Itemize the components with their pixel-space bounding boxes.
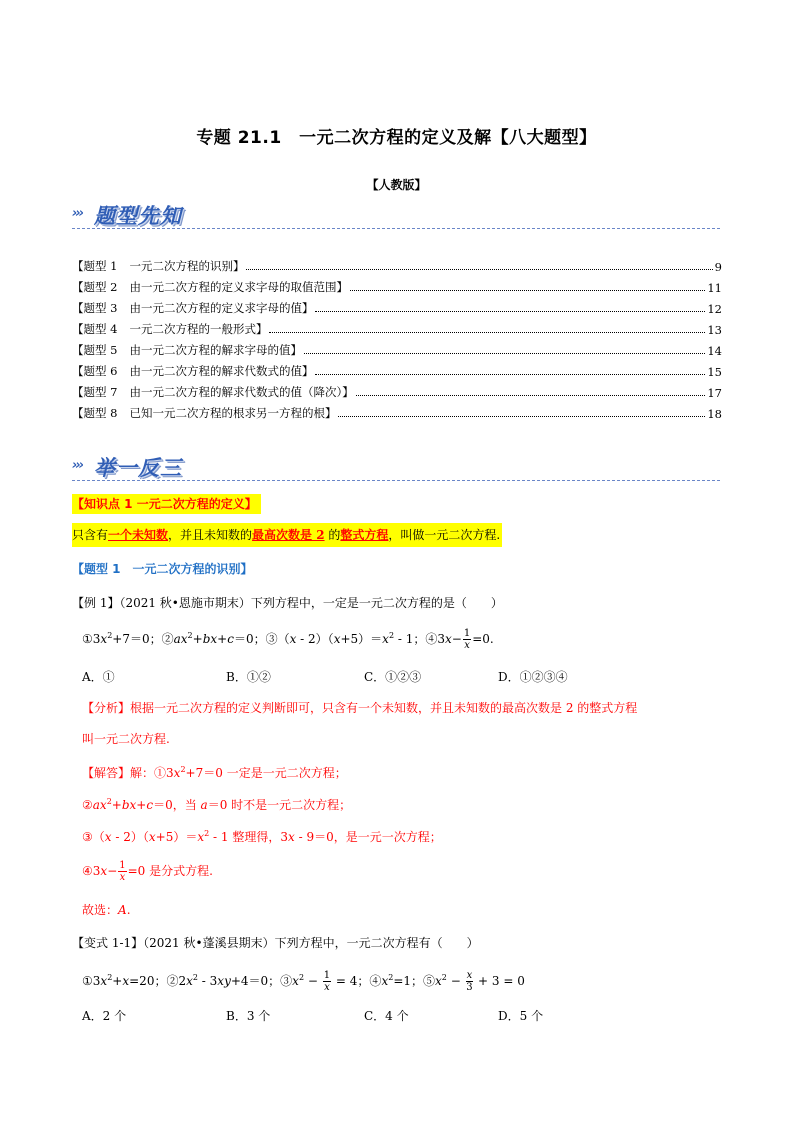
def-keyword: 整式方程 bbox=[340, 528, 389, 542]
solution-text: ，是一元一次方程； bbox=[333, 830, 442, 844]
toc-item[interactable] bbox=[72, 340, 722, 358]
banner-practice bbox=[72, 452, 222, 482]
toc-page: 11 bbox=[707, 281, 722, 295]
solution-text: 一定是一元二次方程； bbox=[226, 766, 347, 780]
banner-preview bbox=[72, 200, 222, 230]
example-equations: $①3x^2+7=0$；$②ax^2+bx+c=0$；③（x - $2)(x+5)=x^2 - 1$；④3x− $\frac{1}{x}$ =0. bbox=[82, 628, 494, 651]
toc-text: 由一元二次方程的定义求字母的值】 bbox=[129, 301, 314, 315]
option-d[interactable]: D．①②③④ bbox=[498, 670, 568, 684]
toc-num: 【题型 5 bbox=[72, 343, 118, 357]
example-label: 【例 1】 bbox=[72, 596, 120, 610]
solution-text: 时不是一元二次方程； bbox=[231, 798, 352, 812]
toc-item[interactable] bbox=[72, 382, 722, 400]
toc-page: 14 bbox=[707, 344, 722, 358]
solution-text: 是分式方程. bbox=[149, 864, 213, 878]
option-b[interactable]: B．①② bbox=[226, 670, 271, 684]
option-a[interactable]: A．① bbox=[82, 670, 115, 684]
toc-item[interactable] bbox=[72, 361, 722, 379]
toc-page: 12 bbox=[707, 302, 722, 316]
page-subtitle: 【人教版】 bbox=[366, 178, 427, 192]
page-title: 专题 21.1 一元二次方程的定义及解【八大题型】 bbox=[196, 128, 597, 148]
toc-page: 15 bbox=[707, 365, 722, 379]
toc-text: 已知一元二次方程的根求另一方程的根】 bbox=[129, 406, 337, 420]
variant-label: 【变式 1-1】 bbox=[72, 936, 144, 950]
toc-item[interactable] bbox=[72, 277, 722, 295]
banner-arrows-icon: ››› bbox=[72, 206, 83, 221]
option-d[interactable]: D．5 个 bbox=[498, 1009, 544, 1023]
type-heading: 【题型 1 一元二次方程的识别】 bbox=[72, 562, 253, 576]
option-b[interactable]: B．3 个 bbox=[226, 1009, 271, 1023]
toc-page: 18 bbox=[707, 407, 722, 421]
toc-item[interactable] bbox=[72, 403, 722, 421]
toc-num: 【题型 6 bbox=[72, 364, 118, 378]
example-question bbox=[72, 594, 503, 611]
divider bbox=[72, 228, 720, 229]
answer-value: A bbox=[118, 903, 127, 917]
solution-conclusion: 故选：A. bbox=[82, 903, 131, 917]
toc-item[interactable] bbox=[72, 298, 722, 316]
variant-question bbox=[72, 934, 479, 951]
variant-equations: $①3x^2+x=20$；$②2x^2 - 3xy+4=0$；$③x^2$ − $\frac{1}{x}$ = 4；$④x^2=1$；$⑤x^2$ − $\frac{x}{3}$ + 3 = 0 bbox=[82, 970, 525, 993]
solution-line-3: ③（x - $2)(x+5)=x^2 - 1$ 整理得，3x - 9＝0，是一元一次方程； bbox=[82, 829, 442, 844]
solution-label: 【解答】 bbox=[82, 766, 131, 780]
def-text: 的 bbox=[324, 528, 341, 542]
toc-num: 【题型 1 bbox=[72, 259, 118, 273]
toc-leader bbox=[315, 311, 705, 312]
toc-page: 13 bbox=[707, 323, 722, 337]
toc-leader bbox=[315, 374, 705, 375]
toc-num: 【题型 2 bbox=[72, 280, 118, 294]
toc-num: 【题型 8 bbox=[72, 406, 118, 420]
example-text: （2021 秋•恩施市期末）下列方程中，一定是一元二次方程的是（ ） bbox=[119, 596, 503, 610]
toc-num: 【题型 3 bbox=[72, 301, 118, 315]
toc-text: 由一元二次方程的解求代数式的值】 bbox=[129, 364, 314, 378]
analysis-cont: 叫一元二次方程. bbox=[82, 732, 170, 746]
solution-text: 整理得， bbox=[232, 830, 281, 844]
toc-item[interactable] bbox=[72, 319, 722, 337]
toc-text: 一元二次方程的识别】 bbox=[129, 259, 245, 273]
toc-text: 由一元二次方程的解求代数式的值（降次）】 bbox=[129, 385, 354, 399]
option-a[interactable]: A．2 个 bbox=[82, 1009, 127, 1023]
toc-text: 由一元二次方程的解求字母的值】 bbox=[129, 343, 302, 357]
solution-line-1: 【解答】解：$①3x^2+7=0$ 一定是一元二次方程； bbox=[82, 765, 347, 780]
def-text: ，并且未知数的 bbox=[168, 528, 253, 542]
toc-item[interactable] bbox=[72, 256, 722, 274]
toc-leader bbox=[356, 395, 706, 396]
toc-leader bbox=[246, 269, 712, 270]
option-c[interactable]: C．①②③ bbox=[364, 670, 422, 684]
toc-page: 17 bbox=[707, 386, 722, 400]
solution-intro: 解： bbox=[130, 766, 155, 780]
analysis-label: 【分析】 bbox=[82, 701, 131, 715]
toc-leader bbox=[350, 290, 705, 291]
def-keyword: 最高次数是 2 bbox=[252, 528, 325, 542]
toc-num: 【题型 4 bbox=[72, 322, 118, 336]
toc-leader bbox=[269, 332, 705, 333]
banner-practice-text: 举一反三 bbox=[94, 456, 182, 480]
knowledge-point-label: 【知识点 1 一元二次方程的定义】 bbox=[72, 494, 261, 514]
toc-leader bbox=[338, 416, 705, 417]
banner-arrows-icon: ››› bbox=[72, 458, 83, 473]
definition-highlight bbox=[72, 523, 502, 547]
def-keyword: 一个未知数 bbox=[108, 528, 169, 542]
solution-line-2: $②ax^2+bx+c=0$，当 a＝0 时不是一元二次方程； bbox=[82, 797, 352, 812]
banner-preview-text: 题型先知 bbox=[94, 204, 182, 228]
analysis bbox=[82, 699, 732, 716]
toc-page: 9 bbox=[714, 260, 722, 274]
toc-text: 由一元二次方程的定义求字母的取值范围】 bbox=[129, 280, 348, 294]
option-c[interactable]: C．4 个 bbox=[364, 1009, 409, 1023]
solution-line-4: ④3x− $\frac{1}{x}$ =0 是分式方程. bbox=[82, 860, 213, 883]
def-text: 只含有 bbox=[72, 528, 109, 542]
variant-text: （2021 秋•蓬溪县期末）下列方程中，一元二次方程有（ ） bbox=[143, 936, 479, 950]
toc-leader bbox=[304, 353, 705, 354]
analysis-text: 根据一元二次方程的定义判断即可，只含有一个未知数，并且未知数的最高次数是 2 的整式方程 bbox=[130, 701, 638, 715]
toc-num: 【题型 7 bbox=[72, 385, 118, 399]
toc-text: 一元二次方程的一般形式】 bbox=[129, 322, 268, 336]
divider bbox=[72, 480, 720, 481]
def-text: ，叫做一元二次方程. bbox=[388, 528, 501, 542]
conclusion-label: 故选： bbox=[82, 903, 119, 917]
